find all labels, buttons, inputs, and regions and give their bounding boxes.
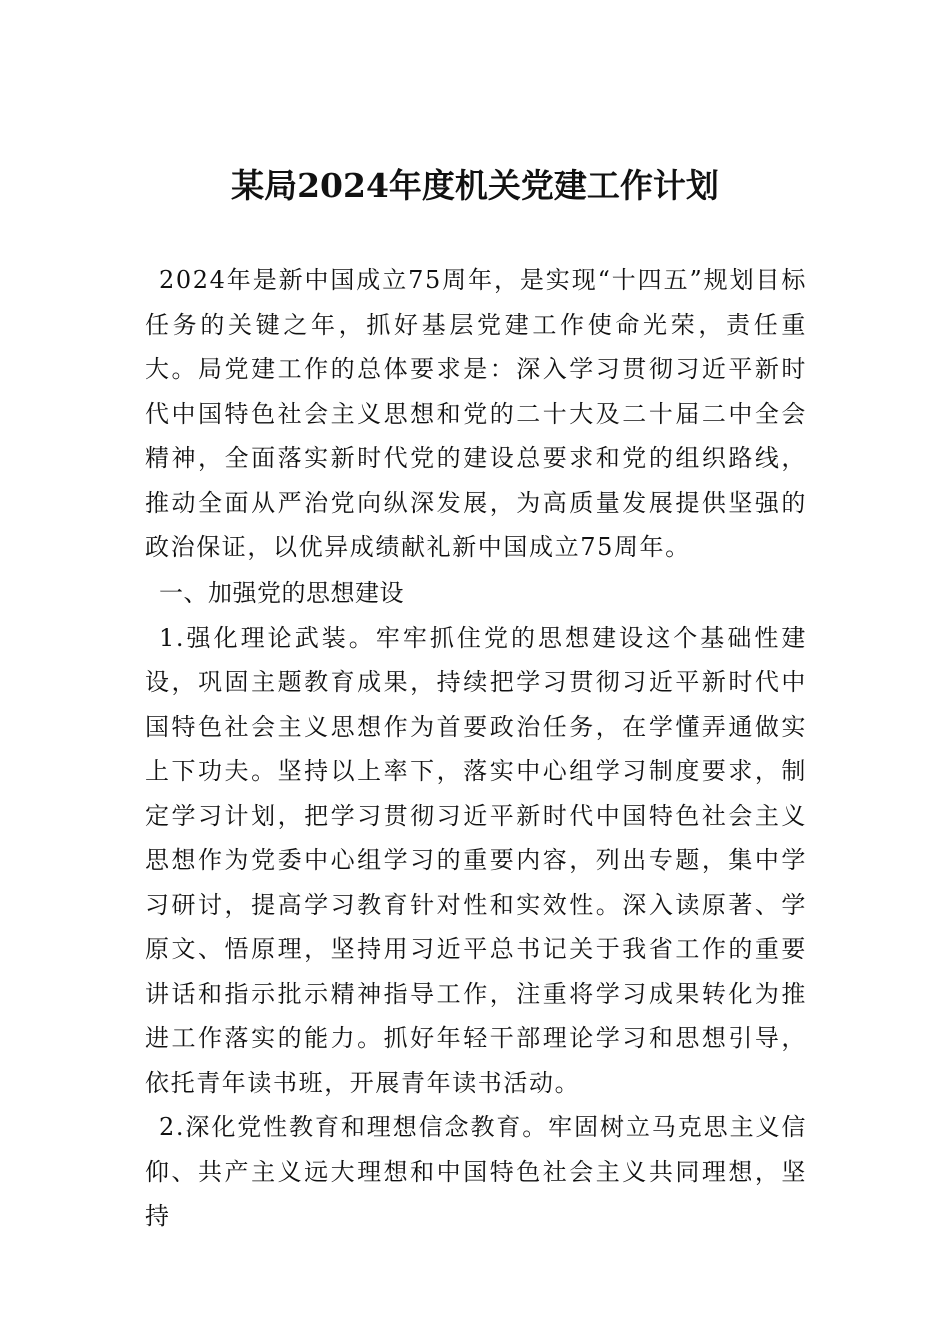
item-paragraph-2: 2.深化党性教育和理想信念教育。牢固树立马克思主义信仰、共产主义远大理想和中国特色社会主义共同理想，坚持 [145,1113,807,1230]
document-body [145,258,807,1239]
section-heading: 一、加强党的思想建设 [159,578,404,607]
item-paragraph-1: 1.强化理论武装。牢牢抓住党的思想建设这个基础性建设，巩固主题教育成果，持续把学习贯彻习近平新时代中国特色社会主义思想作为首要政治任务，在学懂弄通做实上下功夫。坚持以上率下，落实中心组学习制度要求，制定学习计划，把学习贯彻习近平新时代中国特色社会主义思想作为党委中心组学习的重要内容，列出专题，集中学习研讨，提高学习教育针对性和实效性。深入读原著、学原文、悟原理，坚持用习近平总书记关于我省工作的重要讲话和指示批示精神指导工作，注重将学习成果转化为推进工作落实的能力。抓好年轻干部理论学习和思想引导，依托青年读书班，开展青年读书活动。 [145,623,807,1097]
intro-paragraph: 2024年是新中国成立75周年，是实现“十四五”规划目标任务的关键之年，抓好基层党建工作使命光荣，责任重大。局党建工作的总体要求是：深入学习贯彻习近平新时代中国特色社会主义思想和党的二十大及二十届二中全会精神，全面落实新时代党的建设总要求和党的组织路线，推动全面从严治党向纵深发展，为高质量发展提供坚强的政治保证，以优异成绩献礼新中国成立75周年。 [145,266,807,561]
document-title: 某局2024年度机关党建工作计划 [231,166,719,205]
